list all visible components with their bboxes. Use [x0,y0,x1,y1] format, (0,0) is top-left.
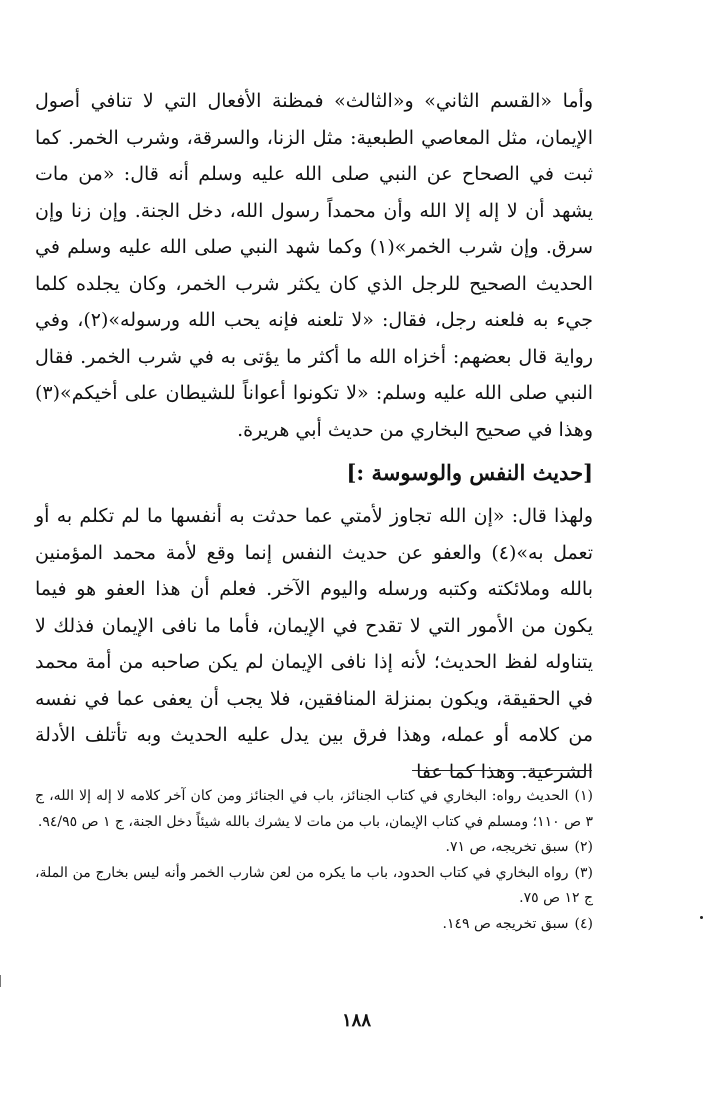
footnote-number: (٤) [574,915,593,932]
section-heading: [حديث النفس والوسوسة :] [346,460,593,485]
edge-mark [0,975,1,987]
footnote-text: رواه البخاري في كتاب الحدود، باب ما يكره من لعن شارب الخمر وأنه ليس بخارج من الملة، ج ١٢ ص ٧٥. [35,864,593,906]
page-number: ١٨٨ [341,1010,371,1031]
footnote-number: (٢) [574,839,593,855]
main-text [35,83,593,790]
footnote-1 [35,784,593,835]
footnote-text: سبق تخريجه، ص ٧١. [445,839,569,855]
paragraph-1: وأما «القسم الثاني» و«الثالث» فمظنة الأفعال التي لا تنافي أصول الإيمان، مثل المعاصي الطبعية: مثل الزنا، والسرقة، وشرب الخمر. كما ثبت في الصحاح عن النبي صلى الله عليه وسلم أنه قال: «من مات يشهد أن لا إله إلا الله وأن محمداً رسول الله، دخل الجنة. وإن زنا وإن سرق. وإن شرب الخمر»(١) وكما شهد النبي صلى الله عليه وسلم في الحديث الصحيح للرجل الذي كان يكثر شرب الخمر، وكان يجلده كلما جيء به فلعنه رجل، فقال: «لا تلعنه فإنه يحب الله ورسوله»(٢)، وفي رواية قال بعضهم: أخزاه الله ما أكثر ما يؤتى به في شرب الخمر. فقال النبي صلى الله عليه وسلم: «لا تكونوا أعواناً للشيطان على أخيكم»(٣) وهذا في صحيح البخاري من حديث أبي هريرة. [35,90,594,441]
footnote-number: (١) [574,788,593,804]
margin-dot [700,916,703,919]
paragraph-2: ولهذا قال: «إن الله تجاوز لأمتي عما حدثت به أنفسها ما لم تكلم به أو تعمل به»(٤) والعفو عن حديث النفس إنما وقع لأمة محمد المؤمنين بالله وملائكته وكتبه ورسله واليوم الآخر. فعلم أن هذا العفو هو فيما يكون من الأمور التي لا تقدح في الإيمان، فأما ما نافى الإيمان فذلك لا يتناوله لفظ الحديث؛ لأنه إذا نافى الإيمان لم يكن صاحبه من أمة محمد في الحقيقة، ويكون بمنزلة المنافقين، فلا يجب أن يعفى عما في نفسه من كلامه أو عمله، وهذا فرق بين يدل عليه الحديث وبه تأتلف الأدلة الشرعية. وهذا كما عفا [35,505,593,783]
footnote-2 [35,835,593,861]
footnote-text: الحديث رواه: البخاري في كتاب الجنائز، باب في الجنائز ومن كان آخر كلامه لا إله إلا الله، ج ٣ ص ١١٠؛ ومسلم في كتاب الإيمان، باب من مات لا يشرك بالله شيئاً دخل الجنة، ج ١ ص ٩٤/٩٥. [35,788,593,830]
footnote-4 [35,912,593,938]
footnote-separator [412,770,592,771]
footnote-3 [35,861,593,912]
footnotes [35,784,593,937]
footnote-number: (٣) [574,864,593,881]
footnote-text: سبق تخريجه ص ١٤٩. [442,915,569,932]
